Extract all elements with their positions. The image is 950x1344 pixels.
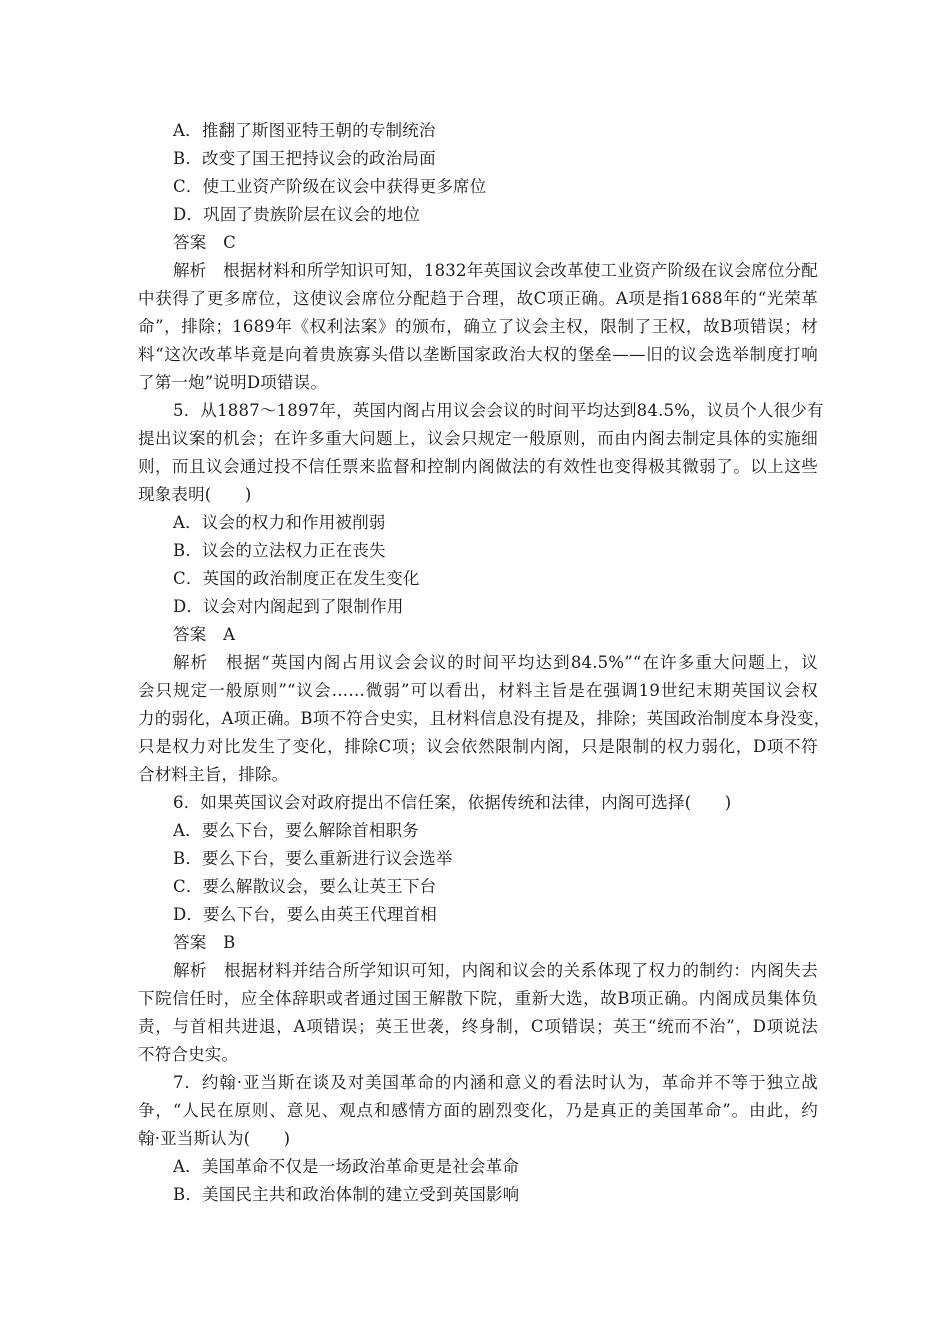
q5-stem-line: 5．从1887～1897年，英国内阁占用议会会议的时间平均达到84.5%，议员个人很少有 xyxy=(173,401,824,420)
q4-option-d: D．巩固了贵族阶层在议会的地位 xyxy=(173,205,421,224)
q4-option-c: C．使工业资产阶级在议会中获得更多席位 xyxy=(173,177,487,196)
q7-stem-line: 翰·亚当斯认为( ) xyxy=(138,1129,291,1148)
q7-stem-line: 争，“人民在原则、意见、观点和感情方面的剧烈变化，乃是真正的美国革命”。由此，约 xyxy=(138,1101,818,1120)
q5-analysis-line: 会只规定一般原则”“议会……微弱”可以看出，材料主旨是在强调19世纪末期英国议会权 xyxy=(138,681,818,700)
q5-stem-line: 现象表明( ) xyxy=(138,485,252,504)
q4-analysis-line: 命”，排除；1689年《权利法案》的颁布，确立了议会主权，限制了王权，故B项错误；材 xyxy=(138,317,818,336)
q5-answer: 答案 A xyxy=(173,625,236,644)
q6-option-a: A．要么下台，要么解除首相职务 xyxy=(173,821,419,840)
q7-option-a: A．美国革命不仅是一场政治革命更是社会革命 xyxy=(173,1157,520,1176)
q4-analysis-line: 解析 根据材料和所学知识可知，1832年英国议会改革使工业资产阶级在议会席位分配 xyxy=(173,261,818,280)
q6-option-b: B．要么下台，要么重新进行议会选举 xyxy=(173,849,453,868)
q6-option-d: D．要么下台，要么由英王代理首相 xyxy=(173,905,437,924)
q6-answer: 答案 B xyxy=(173,933,236,952)
q6-analysis-line: 不符合史实。 xyxy=(138,1045,239,1064)
q5-analysis-line: 力的弱化，A项正确。B项不符合史实，且材料信息没有提及，排除；英国政治制度本身没变， xyxy=(138,709,831,728)
q5-option-a: A．议会的权力和作用被削弱 xyxy=(173,513,386,532)
q5-stem-line: 则，而且议会通过投不信任票来监督和控制内阁做法的有效性也变得极其微弱了。以上这些 xyxy=(138,457,818,476)
q6-stem: 6．如果英国议会对政府提出不信任案，依据传统和法律，内阁可选择( ) xyxy=(173,793,732,812)
q5-stem-line: 提出议案的机会；在许多重大问题上，议会只规定一般原则，而由内阁去制定具体的实施细 xyxy=(138,429,818,448)
q5-option-d: D．议会对内阁起到了限制作用 xyxy=(173,597,404,616)
q7-stem-line: 7．约翰·亚当斯在谈及对美国革命的内涵和意义的看法时认为，革命并不等于独立战 xyxy=(173,1073,818,1092)
q4-option-b: B．改变了国王把持议会的政治局面 xyxy=(173,149,436,168)
q4-option-a: A．推翻了斯图亚特王朝的专制统治 xyxy=(173,121,436,140)
q4-answer: 答案 C xyxy=(173,233,236,252)
q7-option-b: B．美国民主共和政治体制的建立受到英国影响 xyxy=(173,1185,520,1204)
q6-option-c: C．要么解散议会，要么让英王下台 xyxy=(173,877,437,896)
q6-analysis-line: 下院信任时，应全体辞职或者通过国王解散下院，重新大选，故B项正确。内阁成员集体负 xyxy=(138,989,818,1008)
q6-analysis-line: 责，与首相共进退，A项错误；英王世袭，终身制，C项错误；英王“统而不治”，D项说法 xyxy=(138,1017,818,1036)
q6-analysis-line: 解析 根据材料并结合所学知识可知，内阁和议会的关系体现了权力的制约：内阁失去 xyxy=(173,961,818,980)
q5-analysis-line: 解析 根据“英国内阁占用议会会议的时间平均达到84.5%”“在许多重大问题上，议 xyxy=(173,653,818,672)
q5-analysis-line: 合材料主旨，排除。 xyxy=(138,765,289,784)
q5-option-c: C．英国的政治制度正在发生变化 xyxy=(173,569,420,588)
q5-analysis-line: 只是权力对比发生了变化，排除C项；议会依然限制内阁，只是限制的权力弱化，D项不符 xyxy=(138,737,818,756)
q4-analysis-line: 料“这次改革毕竟是向着贵族寡头借以垄断国家政治大权的堡垒——旧的议会选举制度打响 xyxy=(138,345,818,364)
q4-analysis-line: 了第一炮”说明D项错误。 xyxy=(138,373,328,392)
q5-option-b: B．议会的立法权力正在丧失 xyxy=(173,541,386,560)
q4-analysis-line: 中获得了更多席位，这使议会席位分配趋于合理，故C项正确。A项是指1688年的“光荣革 xyxy=(138,289,818,308)
